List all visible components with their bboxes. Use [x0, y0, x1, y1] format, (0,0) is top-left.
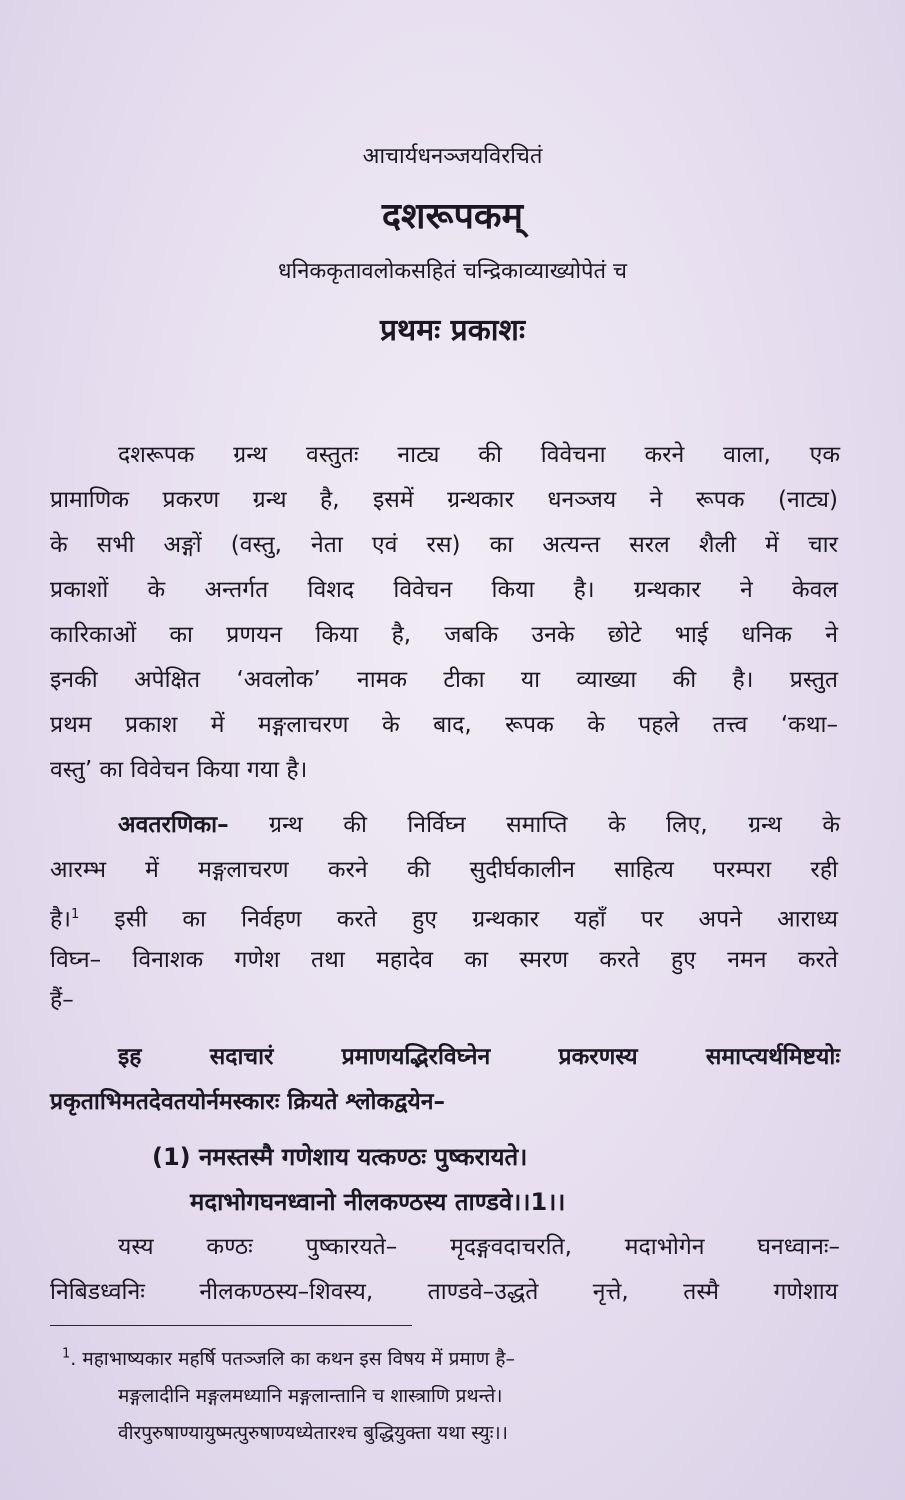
chapter-title: प्रथमः प्रकाशः	[379, 313, 526, 348]
intro-line: प्रामाणिक प्रकरण ग्रन्थ है, इसमें ग्रन्थकार धनञ्जय ने रूपक (नाट्य)	[50, 487, 838, 513]
avatarnika-line	[50, 900, 838, 935]
intro-line: वस्तु’ का विवेचन किया गया है।	[50, 757, 308, 783]
footnote-reference: 1	[70, 907, 80, 922]
footnote-number: 1	[62, 1346, 71, 1362]
avatarnika-text: इसी का निर्वहण करते हुए ग्रन्थकार यहाँ पर अपने आराध्य	[79, 906, 838, 933]
gloss-line: यस्य कण्ठः पुष्कारयते– मृदङ्गवदाचरति, मदाभोगेन घनध्वानः–	[118, 1234, 840, 1260]
author-line: आचार्यधनञ्जयविरचितं	[362, 144, 543, 169]
avatarnika-line: विघ्न– विनाशक गणेश तथा महादेव का स्मरण करते हुए नमन करते	[50, 947, 838, 973]
verse-line: (1) नमस्तस्मै गणेशाय यत्कण्ठः पुष्करायते।	[152, 1143, 528, 1171]
avatarnika-text: ग्रन्थ की निर्विघ्न समाप्ति के लिए, ग्रन्थ के	[228, 812, 840, 838]
footnote-text: . महाभाष्यकार महर्षि पतञ्जलि का कथन इस विषय में प्रमाण है–	[70, 1348, 516, 1370]
footnote-line: मङ्गलादीनि मङ्गलमध्यानि मङ्गलान्तानि च शास्त्राणि प्रथन्ते।	[118, 1385, 503, 1407]
footnote-line	[62, 1345, 515, 1371]
sanskrit-intro-line: प्रकृताभिमतदेवतयोर्नमस्कारः क्रियते श्लोकद्वयेन–	[50, 1089, 445, 1115]
footnote-rule	[50, 1325, 412, 1326]
avatarnika-label: अवतरणिका–	[118, 812, 229, 838]
footnote-line: वीरपुरुषाण्यायुष्मत्पुरुषाण्यध्येतारश्च बुद्धियुक्ता यथा स्युः।।	[118, 1422, 508, 1444]
intro-line: कारिकाओं का प्रणयन किया है, जबकि उनके छोटे भाई धनिक ने	[50, 622, 838, 648]
intro-line: के सभी अङ्गों (वस्तु, नेता एवं रस) का अत्यन्त सरल शैली में चार	[50, 532, 838, 558]
avatarnika-text: है।	[50, 906, 71, 933]
commentary-line: धनिककृतावलोकसहितं चन्द्रिकाव्याख्योपेतं च	[277, 259, 628, 284]
gloss-line: निबिडध्वनिः नीलकण्ठस्य–शिवस्य, ताण्डवे–उद्धते नृत्ते, तस्मै गणेशाय	[50, 1279, 838, 1305]
verse-line: मदाभोगघनध्वानो नीलकण्ठस्य ताण्डवे।।1।।	[190, 1188, 566, 1216]
intro-line: इनकी अपेक्षित ‘अवलोक’ नामक टीका या व्याख्या की है। प्रस्तुत	[50, 667, 838, 693]
sanskrit-intro-line: इह सदाचारं प्रमाणयद्भिरविघ्नेन प्रकरणस्य समाप्त्यर्थमिष्टयोः	[118, 1044, 840, 1070]
avatarnika-line: आरम्भ में मङ्गलाचरण करने की सुदीर्घकालीन साहित्य परम्परा रही	[50, 857, 838, 883]
intro-line: प्रकाशों के अन्तर्गत विशद विवेचन किया है। ग्रन्थकार ने केवल	[50, 577, 838, 603]
avatarnika-line	[118, 810, 840, 840]
intro-line: दशरूपक ग्रन्थ वस्तुतः नाट्य की विवेचना करने वाला, एक	[118, 442, 840, 468]
book-title: दशरूपकम्	[381, 196, 524, 237]
intro-line: प्रथम प्रकाश में मङ्गलाचरण के बाद, रूपक के पहले तत्त्व ‘कथा–	[50, 712, 838, 738]
avatarnika-line: हैं–	[50, 987, 74, 1013]
